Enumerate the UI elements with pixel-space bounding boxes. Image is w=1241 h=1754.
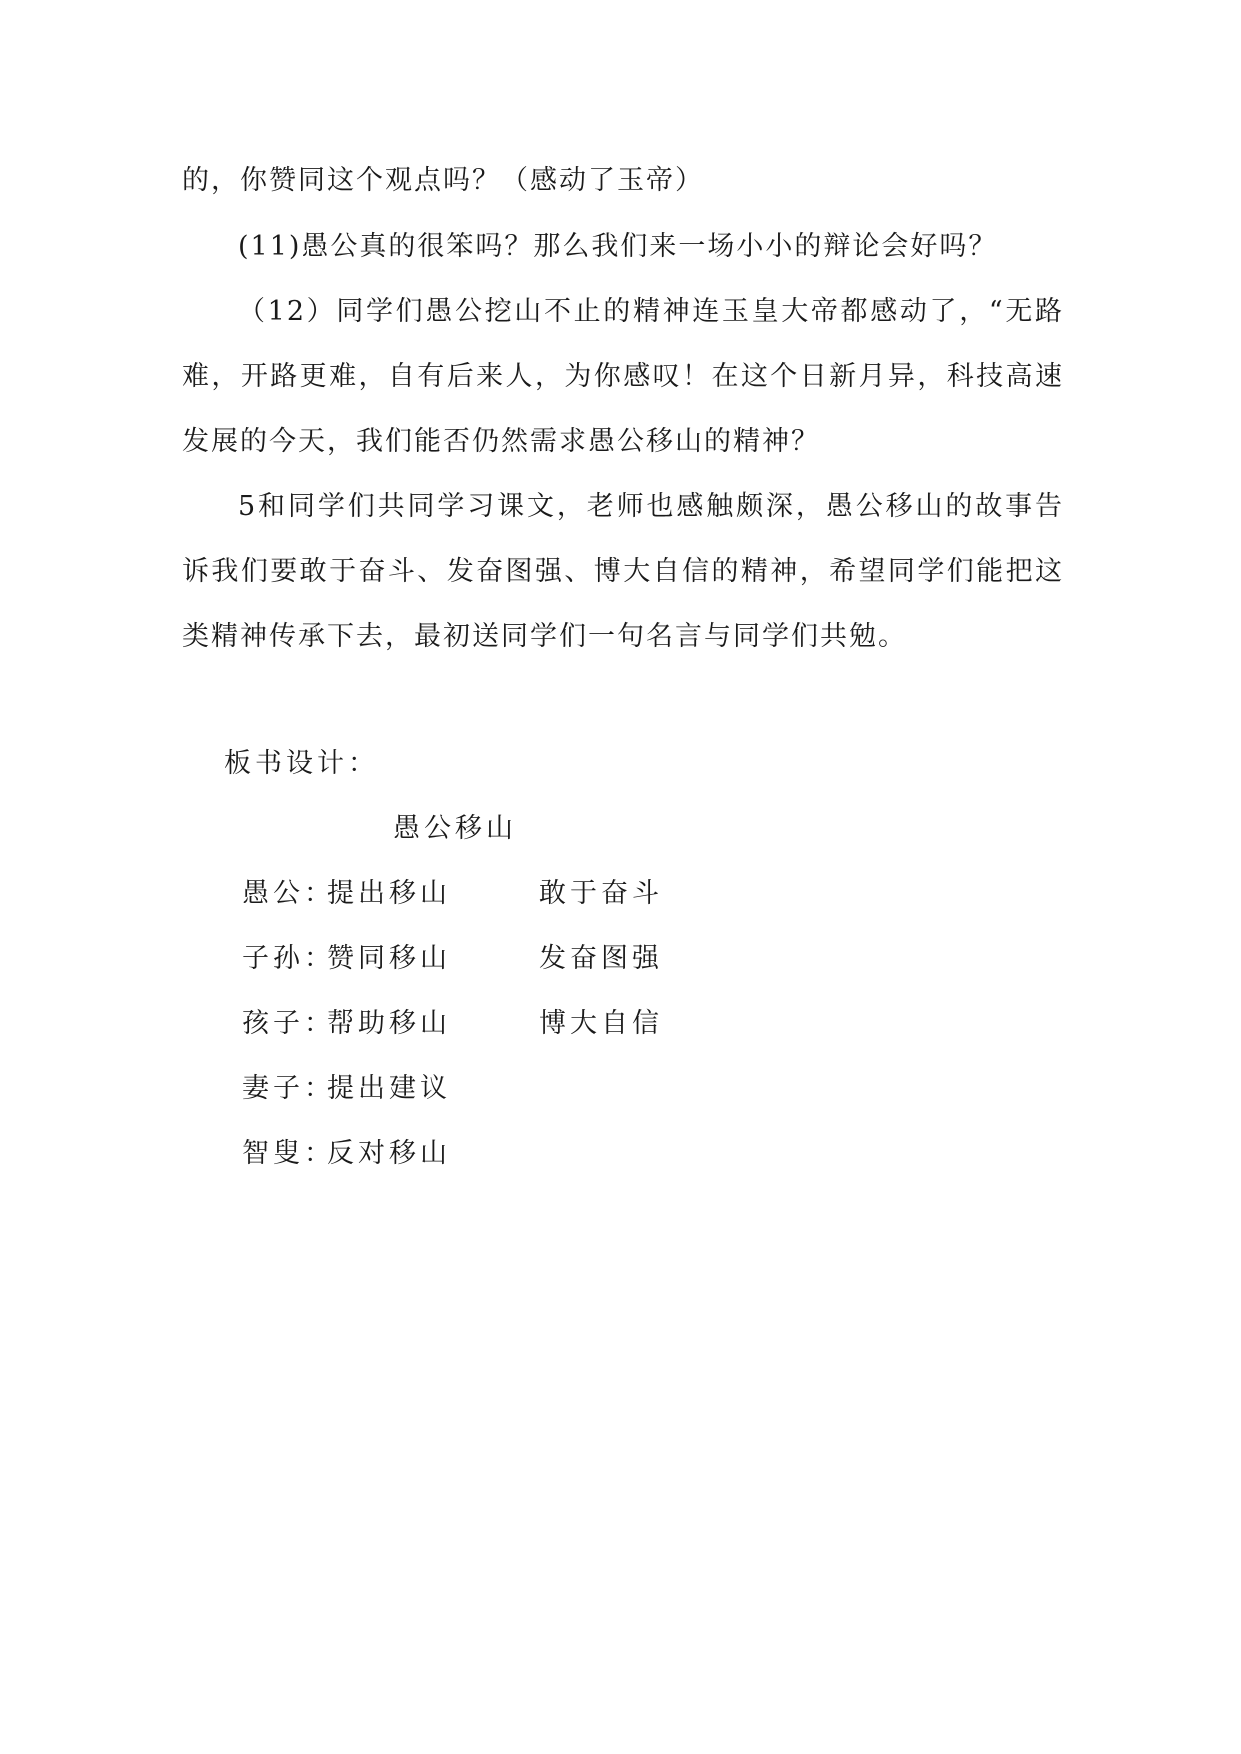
paragraph-continuation: 的，你赞同这个观点吗？（感动了玉帝） (182, 165, 704, 196)
board-row-action: 赞同移山 (327, 943, 451, 974)
board-row-character: 孩子： (242, 1008, 335, 1039)
board-row-character: 智叟： (242, 1138, 335, 1169)
board-row-character: 子孙： (242, 943, 335, 974)
paragraph-question-12: （12）同学们愚公挖山不止的精神连玉皇大帝都感动了，“无路难，开路更难，自有后来人，为你感叹！在这个日新月异，科技高速发展的今天，我们能否仍然需求愚公移山的精神？ (182, 296, 1064, 457)
board-row-action: 提出移山 (327, 878, 451, 909)
board-row (242, 1069, 539, 1109)
paragraph-summary: 5和同学们共同学习课文，老师也感触颇深，愚公移山的故事告诉我们要敢于奋斗、发奋图强、博大自信的精神，希望同学们能把这类精神传承下去，最初送同学们一句名言与同学们共勉。 (182, 491, 1064, 652)
board-row-spirit: 发奋图强 (539, 943, 663, 974)
board-row-action: 帮助移山 (327, 1008, 451, 1039)
board-row-action: 反对移山 (327, 1138, 451, 1169)
board-row (242, 939, 663, 979)
board-row-character: 愚公： (242, 878, 335, 909)
board-row (242, 874, 663, 914)
board-design-label: 板书设计： (224, 748, 379, 779)
board-row-character: 妻子： (242, 1073, 335, 1104)
paragraph-question-11: (11)愚公真的很笨吗？那么我们来一场小小的辩论会好吗？ (238, 231, 998, 262)
board-row (242, 1134, 539, 1174)
board-design-title: 愚公移山 (393, 813, 517, 844)
board-row-spirit: 博大自信 (539, 1008, 663, 1039)
board-row-spirit: 敢于奋斗 (539, 878, 663, 909)
board-row (242, 1004, 663, 1044)
board-row-action: 提出建议 (327, 1073, 451, 1104)
